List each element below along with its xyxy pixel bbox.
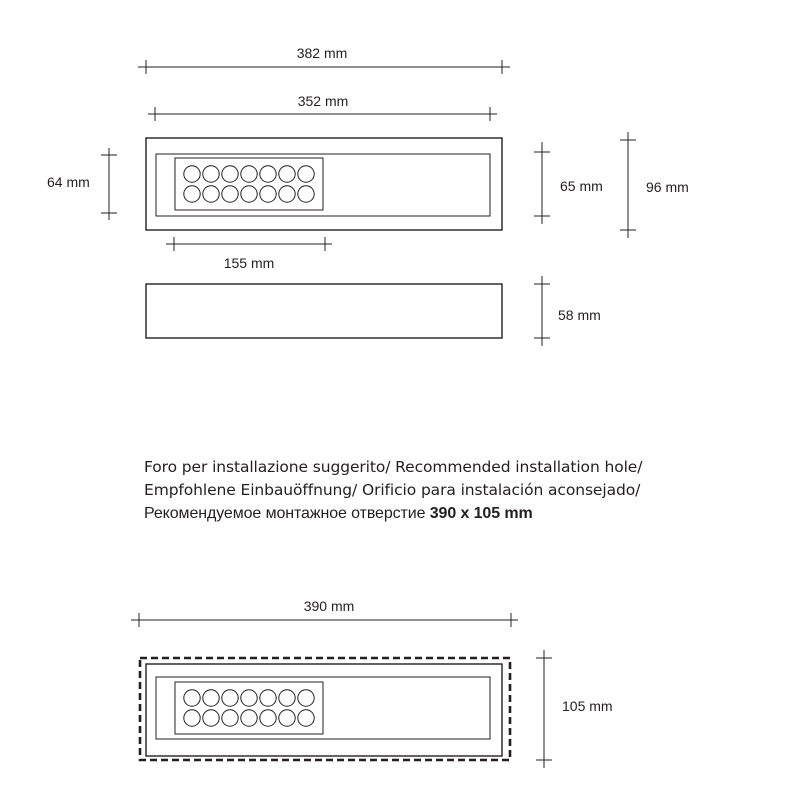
- dim-label-grid-width: 155 mm: [223, 255, 275, 271]
- led-lens: [260, 710, 276, 726]
- led-lens: [298, 690, 314, 706]
- installation-hole-outline: [140, 658, 510, 760]
- caption-line-3-text: Рекомендуемое монтажное отверстие: [144, 505, 430, 522]
- dim-label-face-height-right: 65 mm: [560, 178, 603, 194]
- led-lens: [298, 166, 314, 182]
- led-lens: [203, 690, 219, 706]
- led-lens: [203, 186, 219, 202]
- led-lens: [203, 166, 219, 182]
- led-lens: [298, 186, 314, 202]
- led-lens: [241, 166, 257, 182]
- dim-label-hole-height: 105 mm: [562, 698, 613, 714]
- led-lens: [279, 690, 295, 706]
- led-lens: [260, 166, 276, 182]
- led-lens: [184, 710, 200, 726]
- installation-caption: [144, 456, 784, 525]
- led-lens: [222, 186, 238, 202]
- fixture-side-body: [146, 284, 502, 338]
- dim-label-overall-width: 382 mm: [296, 45, 348, 61]
- led-lens: [222, 710, 238, 726]
- led-lens: [222, 166, 238, 182]
- caption-line-1: Foro per installazione suggerito/ Recommended installation hole/: [144, 458, 643, 476]
- led-lens: [241, 690, 257, 706]
- led-lens: [279, 710, 295, 726]
- fixture-outer-frame: [146, 664, 502, 756]
- led-lens: [222, 690, 238, 706]
- led-grid: [184, 690, 314, 726]
- caption-line-2: Empfohlene Einbauöffnung/ Orificio para instalación aconsejado/: [144, 481, 641, 499]
- led-lens: [184, 690, 200, 706]
- dim-label-face-width: 352 mm: [297, 93, 349, 109]
- side-view: [146, 276, 601, 346]
- led-lens: [241, 186, 257, 202]
- led-lens: [203, 710, 219, 726]
- caption-hole-size: 390 x 105 mm: [429, 505, 533, 522]
- dim-label-hole-width: 390 mm: [303, 598, 355, 614]
- led-lens: [279, 166, 295, 182]
- dim-label-overall-height: 96 mm: [646, 179, 689, 195]
- led-lens: [260, 186, 276, 202]
- dim-label-depth: 58 mm: [558, 307, 601, 323]
- installation-view: [131, 598, 613, 768]
- led-lens: [184, 186, 200, 202]
- led-lens: [184, 166, 200, 182]
- led-lens: [279, 186, 295, 202]
- caption-line-3: [144, 502, 784, 525]
- led-lens: [260, 690, 276, 706]
- led-lens: [241, 710, 257, 726]
- led-lens: [298, 710, 314, 726]
- led-grid: [184, 166, 314, 202]
- front-view: [47, 45, 689, 271]
- dim-label-face-height-left: 64 mm: [47, 174, 90, 190]
